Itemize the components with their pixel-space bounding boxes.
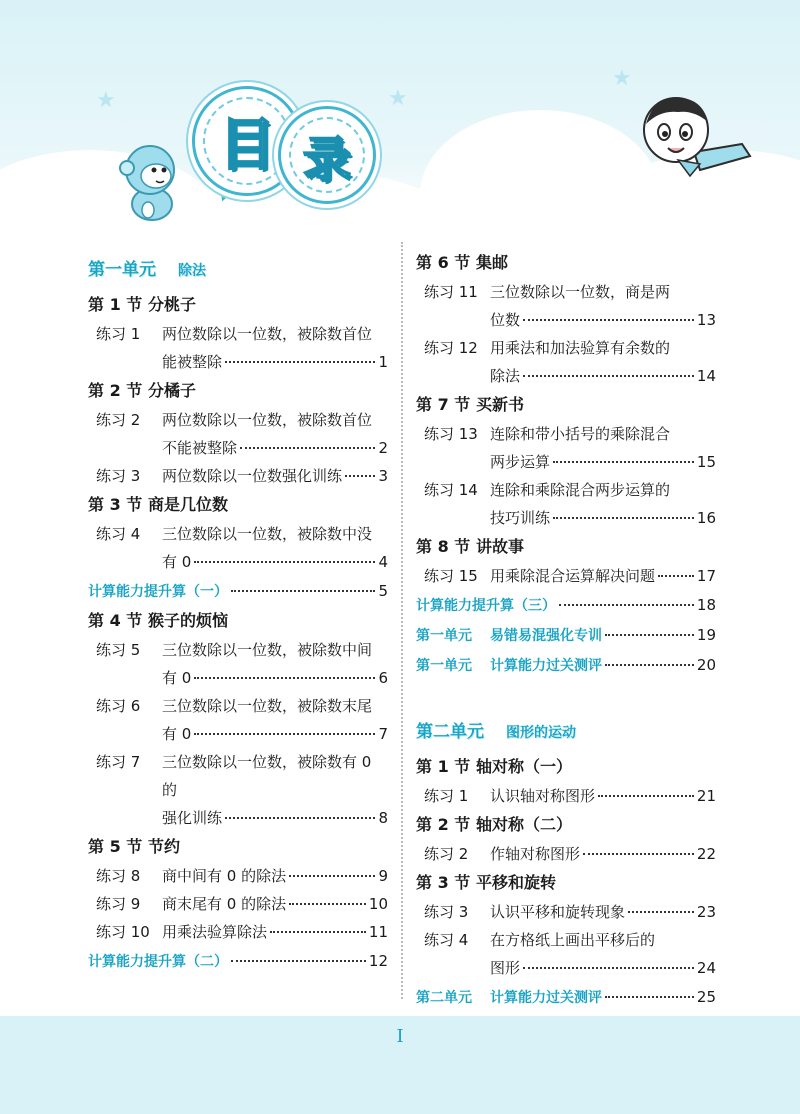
practice-title: 计算能力提升算（三） <box>416 598 556 614</box>
exercise-label: 练习 8 <box>96 867 141 885</box>
page-ref: 7 <box>378 725 388 743</box>
exercise-title-line: 三位数除以一位数，被除数有 0 的 <box>162 753 372 799</box>
dot-leader <box>523 375 694 377</box>
exercise-label: 练习 14 <box>424 481 478 499</box>
page-ref: 4 <box>378 553 388 571</box>
exercise-label: 练习 1 <box>424 787 469 805</box>
section-heading <box>88 376 388 406</box>
dot-leader <box>194 561 375 563</box>
section-number: 第 2 节 <box>416 815 471 834</box>
toc-entry <box>88 862 388 890</box>
practice-entry <box>88 946 388 976</box>
section-title: 猴子的烦恼 <box>148 611 229 630</box>
toc-entry <box>88 462 388 490</box>
exercise-title-last <box>490 562 716 590</box>
exercise-body <box>490 476 716 532</box>
toc-entry <box>416 420 716 476</box>
exercise-label: 练习 5 <box>96 641 141 659</box>
page-ref: 21 <box>696 787 716 805</box>
toc-entry <box>416 782 716 810</box>
dot-leader <box>598 795 694 797</box>
exercise-title-last <box>490 306 716 334</box>
dot-leader <box>605 634 694 636</box>
exercise-label: 练习 9 <box>96 895 141 913</box>
dot-leader <box>345 475 375 477</box>
exercise-title-text: 两步运算 <box>490 453 551 471</box>
exercise-title-text: 有 0 <box>162 669 192 687</box>
section-heading <box>416 868 716 898</box>
exercise-title-line: 三位数除以一位数，被除数中间 <box>162 641 373 659</box>
boy-mascot-icon <box>638 90 756 190</box>
section-title: 分橘子 <box>148 381 197 400</box>
exercise-title-text: 技巧训练 <box>490 509 551 527</box>
exercise-title-last <box>490 898 716 926</box>
monkey-mascot-icon <box>118 140 188 222</box>
page-ref: 13 <box>696 311 716 329</box>
exercise-title-last <box>162 720 388 748</box>
exercise-title-last <box>490 362 716 390</box>
toc-entry <box>88 748 388 832</box>
exercise-label: 练习 12 <box>424 339 478 357</box>
exercise-title-text: 用乘法验算除法 <box>162 923 268 941</box>
page-ref: 23 <box>696 903 716 921</box>
exercise-body <box>162 890 388 918</box>
dot-leader <box>559 604 694 606</box>
exercise-title-text: 能被整除 <box>162 353 223 371</box>
exercise-title-text: 有 0 <box>162 725 192 743</box>
page-ref: 18 <box>696 596 716 614</box>
exercise-body <box>490 840 716 868</box>
exercise-body <box>490 278 716 334</box>
exercise-label: 练习 10 <box>96 923 150 941</box>
section-title: 讲故事 <box>476 537 525 556</box>
exercise-body <box>490 898 716 926</box>
exercise-label: 练习 15 <box>424 567 478 585</box>
exercise-title-last <box>162 664 388 692</box>
exercise-title-line: 两位数除以一位数，被除数首位 <box>162 411 373 429</box>
exercise-title-last <box>162 804 388 832</box>
section-heading <box>416 752 716 782</box>
exercise-title-text: 认识平移和旋转现象 <box>490 903 626 921</box>
exercise-label: 练习 3 <box>424 903 469 921</box>
exercise-label: 练习 13 <box>424 425 478 443</box>
exercise-label: 练习 3 <box>96 467 141 485</box>
exercise-body <box>490 562 716 590</box>
practice-subtitle: 计算能力过关测评 <box>490 658 602 674</box>
exercise-body <box>162 862 388 890</box>
exercise-body <box>162 748 388 832</box>
exercise-label: 练习 4 <box>96 525 141 543</box>
section-number: 第 1 节 <box>416 757 471 776</box>
exercise-title-text: 两位数除以一位数强化训练 <box>162 467 343 485</box>
exercise-label: 练习 6 <box>96 697 141 715</box>
practice-title: 第二单元 <box>416 990 472 1006</box>
section-heading <box>416 390 716 420</box>
exercise-title-line: 在方格纸上画出平移后的 <box>490 931 656 949</box>
practice-entry <box>416 620 716 650</box>
exercise-label: 练习 1 <box>96 325 141 343</box>
exercise-title-last <box>162 434 388 462</box>
toc-entry <box>88 636 388 692</box>
unit-spacer <box>416 680 716 712</box>
exercise-title-line: 用乘法和加法验算有余数的 <box>490 339 671 357</box>
section-number: 第 2 节 <box>88 381 143 400</box>
exercise-label: 练习 7 <box>96 753 141 771</box>
exercise-title-last <box>490 954 716 982</box>
page-ref: 19 <box>696 626 716 644</box>
star-icon: ★ <box>96 88 116 113</box>
column-divider <box>401 242 403 999</box>
practice-title: 计算能力提升算（二） <box>88 954 228 970</box>
exercise-title-text: 不能被整除 <box>162 439 238 457</box>
star-icon: ★ <box>388 86 408 111</box>
page-ref: 22 <box>696 845 716 863</box>
dot-leader <box>194 733 375 735</box>
title-char-lu: 录 <box>289 117 365 193</box>
dot-leader <box>231 590 375 592</box>
exercise-label: 练习 2 <box>424 845 469 863</box>
exercise-title-last <box>162 548 388 576</box>
exercise-label: 练习 11 <box>424 283 478 301</box>
practice-subtitle: 计算能力过关测评 <box>490 990 602 1006</box>
exercise-title-last <box>162 462 388 490</box>
section-title: 轴对称（二） <box>476 815 573 834</box>
section-title: 买新书 <box>476 395 525 414</box>
exercise-label: 练习 2 <box>96 411 141 429</box>
practice-title: 第一单元 <box>416 628 472 644</box>
dot-leader <box>225 361 375 363</box>
exercise-body <box>162 692 388 748</box>
exercise-title-text: 用乘除混合运算解决问题 <box>490 567 656 585</box>
page-ref: 6 <box>378 669 388 687</box>
exercise-title-last <box>490 504 716 532</box>
exercise-body <box>490 334 716 390</box>
section-number: 第 3 节 <box>88 495 143 514</box>
section-number: 第 5 节 <box>88 837 143 856</box>
section-number: 第 1 节 <box>88 295 143 314</box>
dot-leader <box>289 903 366 905</box>
section-number: 第 4 节 <box>88 611 143 630</box>
practice-entry <box>416 650 716 680</box>
page-ref: 17 <box>696 567 716 585</box>
toc-right-column <box>416 248 716 1012</box>
exercise-title-last <box>490 448 716 476</box>
unit-number: 第二单元 <box>416 722 484 742</box>
section-number: 第 7 节 <box>416 395 471 414</box>
exercise-title-line: 两位数除以一位数，被除数首位 <box>162 325 373 343</box>
exercise-title-last <box>162 890 388 918</box>
toc-entry <box>416 334 716 390</box>
toc-entry <box>88 918 388 946</box>
exercise-title-last <box>162 348 388 376</box>
section-title: 平移和旋转 <box>476 873 557 892</box>
practice-entry <box>416 982 716 1012</box>
dot-leader <box>289 875 375 877</box>
section-title: 轴对称（一） <box>476 757 573 776</box>
exercise-title-text: 除法 <box>490 367 521 385</box>
page-ref: 10 <box>368 895 388 913</box>
dot-leader <box>583 853 694 855</box>
exercise-body <box>162 462 388 490</box>
dot-leader <box>240 447 375 449</box>
section-title: 集邮 <box>476 253 509 272</box>
toc-entry <box>416 476 716 532</box>
dot-leader <box>628 911 694 913</box>
exercise-title-text: 位数 <box>490 311 521 329</box>
section-heading <box>88 290 388 320</box>
exercise-title-last <box>490 782 716 810</box>
page-ref: 12 <box>368 952 388 970</box>
page-ref: 14 <box>696 367 716 385</box>
practice-subtitle: 易错易混强化专训 <box>490 628 602 644</box>
toc-entry <box>416 562 716 590</box>
practice-title: 第一单元 <box>416 658 472 674</box>
exercise-title-text: 作轴对称图形 <box>490 845 581 863</box>
toc-entry <box>88 890 388 918</box>
dot-leader <box>225 817 375 819</box>
dot-leader <box>553 517 694 519</box>
toc-entry <box>88 320 388 376</box>
exercise-title-line: 三位数除以一位数，被除数末尾 <box>162 697 373 715</box>
section-heading <box>88 490 388 520</box>
exercise-body <box>162 520 388 576</box>
exercise-title-line: 连除和带小括号的乘除混合 <box>490 425 671 443</box>
exercise-title-text: 商中间有 0 的除法 <box>162 867 287 885</box>
exercise-title-text: 认识轴对称图形 <box>490 787 596 805</box>
dot-leader <box>605 664 694 666</box>
unit-name: 图形的运动 <box>506 725 576 741</box>
exercise-title-text: 图形 <box>490 959 521 977</box>
star-icon: ★ <box>612 66 632 91</box>
section-heading <box>416 248 716 278</box>
page-ref: 25 <box>696 988 716 1006</box>
section-heading <box>416 810 716 840</box>
dot-leader <box>523 319 694 321</box>
page-ref: 15 <box>696 453 716 471</box>
section-heading <box>416 532 716 562</box>
dot-leader <box>231 960 366 962</box>
exercise-body <box>490 926 716 982</box>
page-ref: 3 <box>378 467 388 485</box>
section-title: 分桃子 <box>148 295 197 314</box>
section-number: 第 3 节 <box>416 873 471 892</box>
page-ref: 11 <box>368 923 388 941</box>
exercise-body <box>162 406 388 462</box>
exercise-title-last <box>162 918 388 946</box>
unit-number: 第一单元 <box>88 260 156 280</box>
dot-leader <box>523 967 694 969</box>
section-heading <box>88 832 388 862</box>
title-bubble <box>278 106 376 204</box>
toc-left-column <box>88 250 388 976</box>
practice-title: 计算能力提升算（一） <box>88 584 228 600</box>
toc-entry <box>88 406 388 462</box>
dot-leader <box>658 575 694 577</box>
page-ref: 1 <box>378 353 388 371</box>
page-ref: 24 <box>696 959 716 977</box>
toc-entry <box>416 926 716 982</box>
unit-heading <box>88 250 388 290</box>
section-number: 第 6 节 <box>416 253 471 272</box>
title-char-mu: 目 <box>203 97 291 185</box>
unit-name: 除法 <box>178 263 206 279</box>
toc-entry <box>88 520 388 576</box>
exercise-label: 练习 4 <box>424 931 469 949</box>
exercise-title-last <box>490 840 716 868</box>
exercise-title-line: 三位数除以一位数，商是两 <box>490 283 671 301</box>
page-ref: 16 <box>696 509 716 527</box>
exercise-title-line: 连除和乘除混合两步运算的 <box>490 481 671 499</box>
dot-leader <box>605 996 694 998</box>
exercise-body <box>490 420 716 476</box>
section-number: 第 8 节 <box>416 537 471 556</box>
toc-entry <box>416 840 716 868</box>
exercise-title-text: 强化训练 <box>162 809 223 827</box>
page-ref: 8 <box>378 809 388 827</box>
page-ref: 5 <box>378 582 388 600</box>
unit-heading <box>416 712 716 752</box>
exercise-body <box>162 918 388 946</box>
dot-leader <box>553 461 694 463</box>
section-title: 商是几位数 <box>148 495 229 514</box>
exercise-title-line: 三位数除以一位数，被除数中没 <box>162 525 373 543</box>
section-heading <box>88 606 388 636</box>
toc-entry <box>88 692 388 748</box>
dot-leader <box>194 677 375 679</box>
exercise-title-text: 有 0 <box>162 553 192 571</box>
page-ref: 20 <box>696 656 716 674</box>
page-ref: 9 <box>378 867 388 885</box>
exercise-body <box>490 782 716 810</box>
exercise-body <box>162 320 388 376</box>
exercise-title-text: 商末尾有 0 的除法 <box>162 895 287 913</box>
practice-entry <box>88 576 388 606</box>
page-ref: 2 <box>378 439 388 457</box>
practice-entry <box>416 590 716 620</box>
section-title: 节约 <box>148 837 181 856</box>
dot-leader <box>270 931 366 933</box>
exercise-body <box>162 636 388 692</box>
exercise-title-last <box>162 862 388 890</box>
page-number: I <box>396 1026 404 1047</box>
toc-entry <box>416 898 716 926</box>
footer-band <box>0 1016 800 1114</box>
toc-entry <box>416 278 716 334</box>
